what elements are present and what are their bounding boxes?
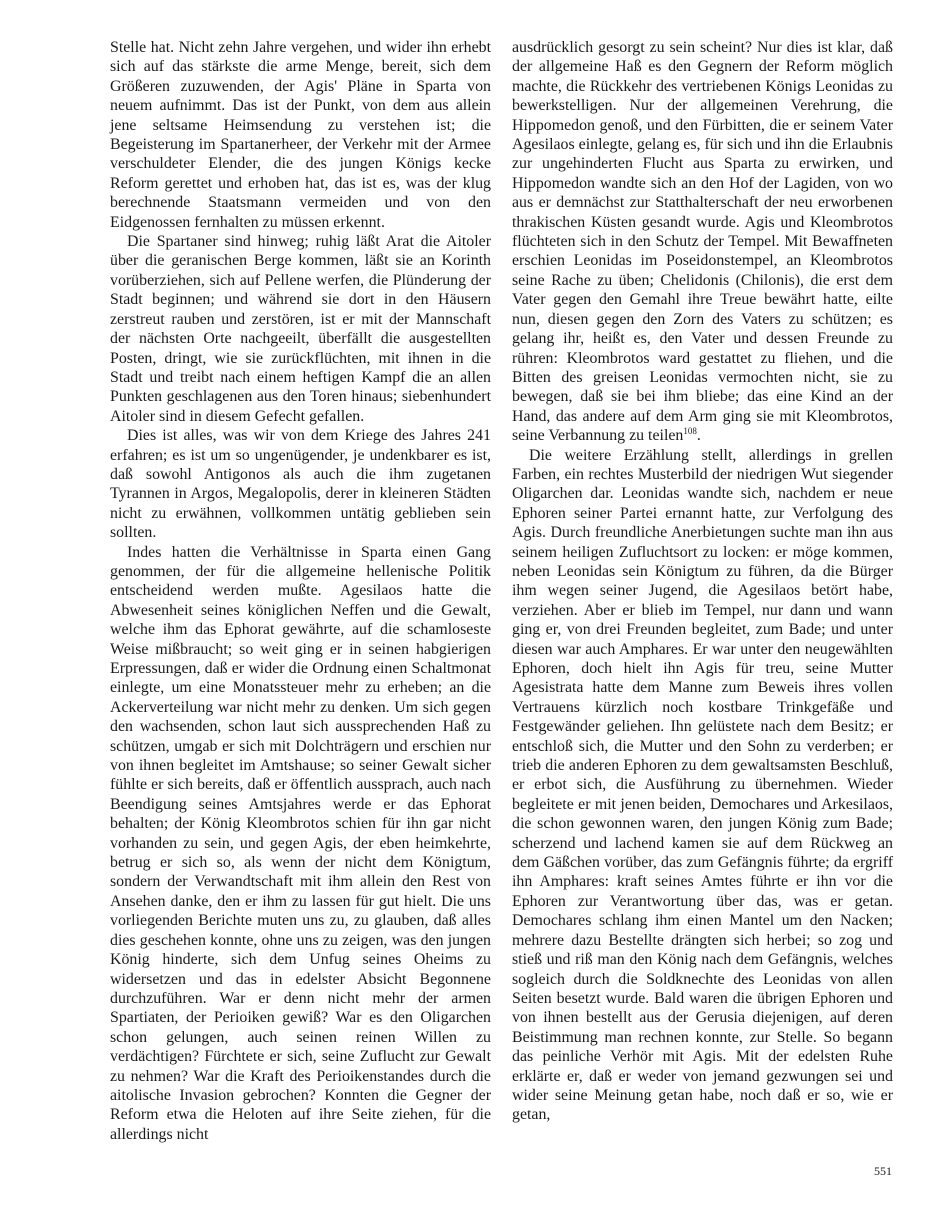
paragraph: [512, 38, 893, 446]
paragraph-text-end: .: [696, 427, 701, 445]
footnote-reference[interactable]: 108: [683, 426, 697, 437]
paragraph: Indes hatten die Verhältnisse in Sparta einen Gang genommen, der für die allgemeine hellenische Politik entscheidend werden mußte. Agesilaos hatte die Abwesenheit seines königlichen Neffen und die Gewalt, welche ihm das Ephorat gewährte, auf die schamloseste Weise mißbraucht; so weit ging er in seinen habgierigen Erpressungen, daß er wider die Ordnung einen Schaltmonat einlegte, um eine Monatssteuer mehr zu erheben; an die Ackerverteilung war nicht mehr zu denken. Um sich gegen den wachsenden, schon laut sich aussprechenden Haß zu schützen, umgab er sich mit Dolchträgern und erschien nur von ihnen begleitet im Amtshause; so seiner Gewalt sicher fühlte er sich bereits, daß er öffentlich aussprach, auch nach Beendigung seines Amtsjahres werde er das Ephorat behalten; der König Kleombrotos schien für ihn gar nicht vorhanden zu sein, und gegen Agis, der eben heimkehrte, betrug er sich so, als wenn der nicht dem Königtum, sondern der Verwandtschaft mit ihm allein den Rest von Ansehen danke, den er ihm zu lassen für gut hielt. Die uns vorliegenden Berichte muten uns zu, zu glauben, daß alles dies geschehen konnte, ohne uns zu zeigen, was den jungen König hinderte, sich dem Unfug seines Oheims zu widersetzen und das in edelster Absicht Begonnene durchzuführen. War er denn nicht mehr der armen Spartiaten, der Perioiken gewiß? War es den Oligarchen schon gelungen, auch seinen reinen Willen zu verdächtigen? Fürchtete er sich, seine Zuflucht zur Gewalt zu nehmen? War die Kraft des Perioikenstandes durch die aitolische Invasion gebrochen? Konnten die Gegner der Reform etwa die Heloten auf ihre Seite ziehen, für die allerdings nicht: [110, 543, 491, 1143]
paragraph-text: ausdrücklich gesorgt zu sein scheint? Nur dies ist klar, daß der allgemeine Haß es den Gegnern der Reform möglich machte, die Rückkehr des vertriebenen Königs Leonidas zu bewerkstelligen. Nur der allgemeinen Verehrung, die Hippomedon genoß, und den Fürbitten, die er seinem Vater Agesilaos einlegte, gelang es, für sich und ihn die Erlaubnis zur ungehinderten Flucht aus Sparta zu erwirken, und Hippomedon wandte sich an den Hof der Lagiden, von wo aus er demnächst zur Statthalterschaft der neu erworbenen thrakischen Küsten gesandt wurde. Agis und Kleombrotos flüchteten sich in den Schutz der Tempel. Mit Bewaffneten erschien Leonidas im Poseidonstempel, an Kleombrotos seine Rache zu üben; Chelidonis (Chilonis), die erst dem Vater gegen den Gemahl ihre Treue bewährt hatte, eilte nun, diesen gegen den Zorn des Vaters zu schützen; es gelang ihr, heißt es, den Vater und dessen Freunde zu rühren: Kleombrotos ward gestattet zu fliehen, und die Bitten des greisen Leonidas vermochten nicht, sie zu bewegen, daß sie bei ihm bliebe; das eine Kind an der Hand, das andere auf dem Arm ging sie mit Kleombrotos, seine Verbannung zu teilen: [512, 39, 893, 445]
page-number: 551: [874, 1164, 892, 1178]
right-column: [512, 38, 893, 1125]
paragraph: Dies ist alles, was wir von dem Kriege des Jahres 241 erfahren; es ist um so ungenügender, je undenkbarer es ist, daß sowohl Antigonos als auch die ihm zugetanen Tyrannen in Argos, Megalopolis, derer in kleineren Städten nicht zu erwähnen, vollkommen untätig geblieben sein sollten.: [110, 427, 491, 542]
paragraph: Die weitere Erzählung stellt, allerdings in grellen Farben, ein rechtes Musterbild der niedrigen Wut siegender Oligarchen dar. Leonidas wandte sich, nachdem er neue Ephoren seiner Partei ernannt hatte, zur Verfolgung des Agis. Durch freundliche Anerbietungen suchte man ihn aus seinem heiligen Zufluchtsort zu locken: er möge kommen, neben Leonidas sein Königtum zu führen, da die Bürger ihm wegen seiner Jugend, die Agesilaos betört habe, verziehen. Aber er blieb im Tempel, nur dann und wann ging er, von drei Freunden begleitet, zum Bade; und unter diesen war auch Amphares. Er war unter den neugewählten Ephoren, doch hielt ihn Agis für treu, seine Mutter Agesistrata hatte dem Manne zum Beweis ihres vollen Vertrauens kürzlich noch kostbare Trinkgefäße und Festgewänder geliehen. Ihn gelüstete nach dem Besitz; er entschloß sich, die Mutter und den Sohn zu verderben; er trieb die anderen Ephoren zu dem gewaltsamsten Beschluß, er erbot sich, die Ausführung zu übernehmen. Wieder begleitete er mit jenen beiden, Demochares und Arkesilaos, die schon gewonnen waren, den jungen König zum Bade; scherzend und lachend kamen sie auf dem Rückweg an dem Gäßchen vorüber, das zum Gefängnis führte; da ergriff ihn Amphares: kraft seines Amtes führte er ihn vor die Ephoren zur Verantwortung über das, was er getan. Demochares schlang ihm einen Mantel um den Nacken; mehrere dazu Bestellte drängten sich herbei; so zog und stieß und riß man den König nach dem Gefängnis, welches sogleich durch die Soldknechte des Leonidas von allen Seiten besetzt wurde. Bald waren die übrigen Ephoren und von ihnen bestellt aus der Gerusia diejenigen, auf deren Beistimmung man rechnen konnte, zur Stelle. So begann das peinliche Verhör mit Agis. Mit der edelsten Ruhe erklärte er, daß er weder von jemand gezwungen sei und wider seine Meinung getan habe, noch daß er so, wie er getan,: [512, 446, 893, 1124]
paragraph: Die Spartaner sind hinweg; ruhig läßt Arat die Aitoler über die geranischen Berge kommen, läßt sie an Korinth vorüberziehen, sich auf Pellene werfen, die Plünderung der Stadt beginnen; und während sie dort in den Häusern zerstreut rauben und zerstören, ist er mit der Mannschaft der nächsten Orte nachgeeilt, überfällt die ausgestellten Posten, dringt, wie sie zurückflüchten, mit ihnen in die Stadt und treibt nach einem heftigen Kampf die an allen Punkten geschlagenen aus den Toren hinaus; siebenhundert Aitoler sind in diesem Gefecht gefallen.: [110, 233, 491, 425]
left-column: [110, 38, 491, 1144]
paragraph: Stelle hat. Nicht zehn Jahre vergehen, und wider ihn erhebt sich auf das stärkste die arme Menge, bereit, sich dem Größeren zuzuwenden, der Agis' Pläne in Sparta von neuem aufnimmt. Das ist der Punkt, von dem aus allein jene seltsame Heimsendung zu verstehen ist; die Begeisterung im Spartanerheer, der Verkehr mit der Armee verschuldeter Elender, die des jungen Königs kecke Reform gerettet und erhoben hat, das ist es, was der klug berechnende Staatsmann vermeiden und von den Eidgenossen fernhalten zu müssen erkennt.: [110, 39, 491, 231]
